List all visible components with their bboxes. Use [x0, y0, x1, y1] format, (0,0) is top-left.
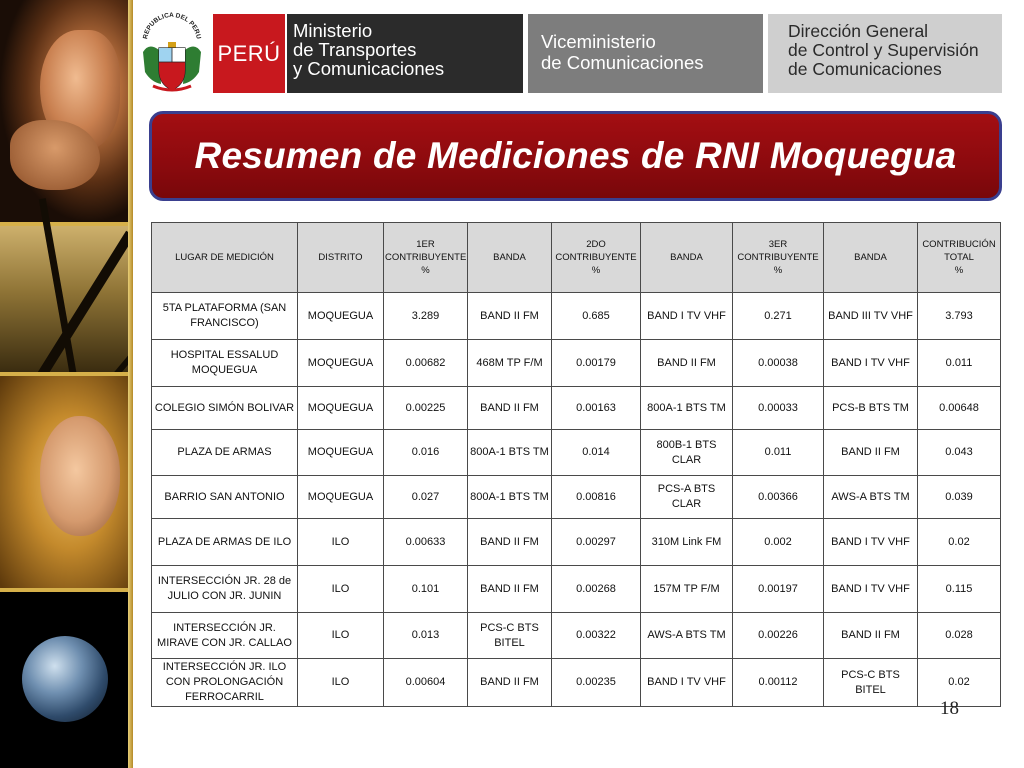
cell-lugar: PLAZA DE ARMAS [152, 430, 298, 476]
globe-shape [22, 636, 108, 722]
cell-distrito: MOQUEGUA [298, 293, 384, 340]
table-row [152, 566, 1001, 613]
cell-distrito: MOQUEGUA [298, 387, 384, 430]
cell-1er-pct: 0.00604 [384, 659, 468, 707]
cell-2do-pct: 0.00179 [552, 340, 641, 387]
header-banda-2: BANDA [641, 223, 733, 293]
cell-2do-pct: 0.00268 [552, 566, 641, 613]
direccion-line: de Control y Supervisión [788, 40, 979, 60]
cell-lugar: COLEGIO SIMÓN BOLIVAR [152, 387, 298, 430]
table-row [152, 476, 1001, 519]
cell-banda-1: BAND II FM [468, 659, 552, 707]
table-row [152, 340, 1001, 387]
table-row [152, 430, 1001, 476]
cell-banda-1: BAND II FM [468, 566, 552, 613]
cell-1er-pct: 0.101 [384, 566, 468, 613]
cell-banda-3: BAND II FM [824, 430, 918, 476]
peru-label: PERÚ [217, 40, 281, 66]
cell-banda-1: BAND II FM [468, 519, 552, 566]
cell-banda-1: BAND II FM [468, 387, 552, 430]
cell-1er-pct: 0.016 [384, 430, 468, 476]
direccion-line: de Comunicaciones [788, 59, 942, 79]
cell-2do-pct: 0.00235 [552, 659, 641, 707]
cell-banda-1: 800A-1 BTS TM [468, 430, 552, 476]
ministry-line: y Comunicaciones [293, 58, 445, 79]
cell-2do-pct: 0.00297 [552, 519, 641, 566]
cell-banda-1: BAND II FM [468, 293, 552, 340]
cell-distrito: ILO [298, 659, 384, 707]
woman-on-phone-photo [0, 376, 128, 588]
cell-distrito: ILO [298, 613, 384, 659]
cell-total: 0.043 [918, 430, 1001, 476]
header-1er-contribuyente: 1ER CONTRIBUYENTE % [384, 223, 468, 293]
earth-photo [0, 592, 128, 768]
cell-1er-pct: 0.00682 [384, 340, 468, 387]
cell-3er-pct: 0.00033 [733, 387, 824, 430]
cell-3er-pct: 0.00366 [733, 476, 824, 519]
cell-3er-pct: 0.00038 [733, 340, 824, 387]
peru-coat-of-arms-icon [139, 12, 205, 96]
cell-lugar: PLAZA DE ARMAS DE ILO [152, 519, 298, 566]
cell-3er-pct: 0.271 [733, 293, 824, 340]
cell-lugar: INTERSECCIÓN JR. 28 de JULIO CON JR. JUNIN [152, 566, 298, 613]
cell-banda-3: BAND I TV VHF [824, 566, 918, 613]
cell-banda-2: PCS-A BTS CLAR [641, 476, 733, 519]
cell-total: 0.00648 [918, 387, 1001, 430]
header-banda-3: BANDA [824, 223, 918, 293]
cell-banda-1: PCS-C BTS BITEL [468, 613, 552, 659]
direccion-box [768, 14, 1002, 93]
cell-1er-pct: 0.013 [384, 613, 468, 659]
header-distrito: DISTRITO [298, 223, 384, 293]
direccion-line: Dirección General [788, 21, 929, 41]
ministry-line: Ministerio [293, 20, 373, 41]
title-banner [149, 111, 1002, 201]
cell-banda-2: BAND II FM [641, 340, 733, 387]
cell-1er-pct: 0.00225 [384, 387, 468, 430]
cell-total: 0.02 [918, 659, 1001, 707]
ministry-box [287, 14, 523, 93]
cell-banda-2: 800A-1 BTS TM [641, 387, 733, 430]
cell-total: 0.039 [918, 476, 1001, 519]
cell-2do-pct: 0.014 [552, 430, 641, 476]
cell-1er-pct: 0.00633 [384, 519, 468, 566]
cell-3er-pct: 0.00197 [733, 566, 824, 613]
cell-banda-3: BAND II FM [824, 613, 918, 659]
cell-2do-pct: 0.00816 [552, 476, 641, 519]
woman-face-shape [40, 416, 120, 536]
man-on-phone-photo [0, 0, 128, 222]
cell-distrito: ILO [298, 519, 384, 566]
measurements-table [151, 222, 1001, 707]
table-header-row [152, 223, 1001, 293]
cell-lugar: HOSPITAL ESSALUD MOQUEGUA [152, 340, 298, 387]
cell-lugar: BARRIO SAN ANTONIO [152, 476, 298, 519]
cell-banda-2: 157M TP F/M [641, 566, 733, 613]
cell-distrito: MOQUEGUA [298, 340, 384, 387]
telecom-tower-photo [0, 226, 128, 372]
cell-total: 0.115 [918, 566, 1001, 613]
cell-banda-1: 468M TP F/M [468, 340, 552, 387]
cell-banda-2: BAND I TV VHF [641, 659, 733, 707]
cell-banda-3: PCS-B BTS TM [824, 387, 918, 430]
cell-banda-2: BAND I TV VHF [641, 293, 733, 340]
cell-1er-pct: 3.289 [384, 293, 468, 340]
page-number: 18 [940, 698, 959, 719]
cell-total: 0.011 [918, 340, 1001, 387]
cell-banda-2: 800B-1 BTS CLAR [641, 430, 733, 476]
cell-total: 0.028 [918, 613, 1001, 659]
cell-distrito: MOQUEGUA [298, 430, 384, 476]
cell-total: 0.02 [918, 519, 1001, 566]
cell-banda-2: AWS-A BTS TM [641, 613, 733, 659]
cell-lugar: 5TA PLATAFORMA (SAN FRANCISCO) [152, 293, 298, 340]
cell-banda-3: BAND III TV VHF [824, 293, 918, 340]
cell-2do-pct: 0.00163 [552, 387, 641, 430]
peru-logo-box [213, 14, 285, 93]
ministry-line: de Transportes [293, 39, 417, 60]
table-row [152, 519, 1001, 566]
gold-vertical-border [128, 0, 133, 768]
cell-banda-3: AWS-A BTS TM [824, 476, 918, 519]
seal-text: REPUBLICA DEL PERU [142, 12, 202, 40]
cell-banda-1: 800A-1 BTS TM [468, 476, 552, 519]
header-contribucion-total: CONTRIBUCIÓN TOTAL % [918, 223, 1001, 293]
tower-beam [31, 231, 133, 389]
viceministry-line: Viceministerio [541, 31, 656, 52]
table-row [152, 387, 1001, 430]
header-3er-contribuyente: 3ER CONTRIBUYENTE % [733, 223, 824, 293]
header-2do-contribuyente: 2DO CONTRIBUYENTE % [552, 223, 641, 293]
table-row [152, 613, 1001, 659]
cell-lugar: INTERSECCIÓN JR. MIRAVE CON JR. CALLAO [152, 613, 298, 659]
table-row [152, 659, 1001, 707]
header-banda-1: BANDA [468, 223, 552, 293]
cell-distrito: ILO [298, 566, 384, 613]
header-lugar: LUGAR DE MEDICIÓN [152, 223, 298, 293]
cell-3er-pct: 0.00226 [733, 613, 824, 659]
cell-banda-3: BAND I TV VHF [824, 519, 918, 566]
cell-2do-pct: 0.685 [552, 293, 641, 340]
cell-2do-pct: 0.00322 [552, 613, 641, 659]
cell-3er-pct: 0.00112 [733, 659, 824, 707]
cell-banda-3: BAND I TV VHF [824, 340, 918, 387]
cell-banda-2: 310M Link FM [641, 519, 733, 566]
cell-lugar: INTERSECCIÓN JR. ILO CON PROLONGACIÓN FERROCARRIL [152, 659, 298, 707]
cell-3er-pct: 0.002 [733, 519, 824, 566]
left-photo-strip [0, 0, 133, 768]
cell-3er-pct: 0.011 [733, 430, 824, 476]
viceministry-line: de Comunicaciones [541, 52, 704, 73]
cell-1er-pct: 0.027 [384, 476, 468, 519]
cell-distrito: MOQUEGUA [298, 476, 384, 519]
viceministry-box [528, 14, 763, 93]
cell-banda-3: PCS-C BTS BITEL [824, 659, 918, 707]
page-title: Resumen de Mediciones de RNI Moquegua [194, 135, 957, 176]
table-row [152, 293, 1001, 340]
cell-total: 3.793 [918, 293, 1001, 340]
